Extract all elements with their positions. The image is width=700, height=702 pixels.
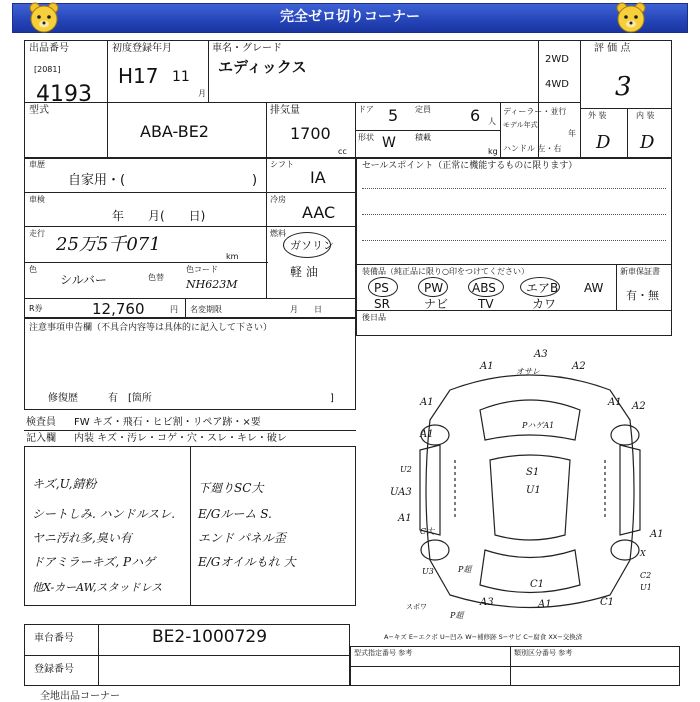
equip-item: PS [374,281,389,295]
damage-mark: UA3 [390,487,412,498]
title-change-label: 名変期限 [190,305,222,314]
color-code: NH623M [186,278,238,291]
note-right: エンド パネル歪 [198,531,286,545]
damage-mark: A1 [538,599,552,610]
equipment-label: 装備品（純正品に限り○印をつけてください） [362,267,529,276]
damage-mark: PハゲA1 [522,421,555,430]
damage-mark: スポワ [406,603,427,611]
recycle-label: R券 [29,304,43,313]
sales-point-label: セールスポイント（正常に機能するものに限ります） [362,161,578,171]
model-code: ABA-BE2 [140,122,209,141]
type-label: 型式 [29,105,49,116]
damage-mark: A1 [650,529,664,540]
chassis-label: 車台番号 [34,633,74,644]
color-value: シルバー [60,273,107,287]
model-year-label: モデル年式 [503,121,538,129]
year-unit: 年 [568,129,576,138]
damage-mark: S1 [526,467,540,478]
month-unit: 月 [198,89,206,98]
shift-value: IA [310,168,326,187]
repair-value: 有 [箇所 [108,393,152,404]
damage-mark: U1 [526,485,541,496]
equip-item: PW [424,281,444,295]
damage-mark: U1 [640,583,652,592]
entry-row: 内装 キズ・汚レ・コゲ・穴・スレ・キレ・破レ [74,433,287,444]
kg-unit: kg [488,147,498,156]
first-reg-month: 11 [172,69,190,85]
load-label: 積載 [415,133,431,142]
note-right: E/Gルーム S. [198,507,272,521]
displacement-label: 排気量 [270,105,300,116]
notes-label: 後日品 [362,313,386,322]
door-label: ドア [358,105,374,114]
handle-label: ハンドル 左・右 [503,144,562,153]
note-left: ヤニ汚れ多,臭い有 [32,531,132,545]
exterior-grade: D [596,132,611,153]
reg-no-label: 登録番号 [34,664,74,675]
damage-mark: P超 [450,611,464,620]
recycle-value: 12,760 [92,300,145,318]
damage-mark: A2 [632,401,646,412]
info-block [24,40,672,158]
shift-label: シフト [270,160,294,169]
mileage-value: 25万5千071 [56,234,161,255]
diagram-legend: A−キズ E−エクボ U−凹み W−補修跡 S−サビ C−腐食 XX−交換済 [384,633,583,641]
color-code-label: 色コード [186,265,218,274]
inspection-label: 車検 [29,195,45,204]
first-reg-label: 初度登録年月 [112,43,172,54]
color-no-label: 色替 [148,273,164,282]
ac-value: AAC [302,203,336,222]
damage-mark: X [640,549,646,558]
model-ref-label: 型式指定番号 参考 [354,649,413,657]
shape-label: 形状 [358,133,374,142]
cc-unit: cc [338,147,347,156]
equip-circle [368,277,398,297]
km-unit: km [226,252,239,261]
fuel-value: ガソリン [290,239,334,252]
damage-mark: C1 [530,579,545,590]
damage-mark: A2 [572,361,586,372]
equip-item: ナビ [424,297,449,311]
damage-mark: オサレ [516,367,540,376]
inspector-label: 検査員 [26,417,56,428]
bear-mascot-icon [26,0,62,36]
damage-mark: A3 [480,597,494,608]
damage-mark: A1 [420,397,434,408]
fuel-label: 燃料 [270,229,286,238]
exterior-label: 外 装 [588,111,607,120]
chassis-value: BE2-1000729 [152,627,268,647]
score-value: 3 [615,72,632,102]
damage-mark: U3 [422,567,434,576]
damage-mark: A1 [480,361,494,372]
lot-number: 4193 [36,82,92,107]
equip-item: TV [478,297,494,311]
repair-close: ] [330,393,334,404]
color-label: 色 [29,265,37,274]
car-name: エディックス [218,58,307,76]
lot-sub: [2081] [34,65,61,74]
capacity-label: 定員 [415,105,431,114]
note-right: E/Gオイルもれ 大 [198,555,296,569]
damage-mark: C2 [640,571,652,580]
equip-item: SR [374,297,390,311]
interior-grade: D [640,132,655,153]
damage-mark: A1 [608,397,622,408]
note-left: キズ,U,錆粉 [32,477,97,491]
entry-label: 記入欄 [26,433,56,444]
bear-mascot-icon [613,0,649,36]
ac-label: 冷房 [270,195,286,204]
equip-item: ABS [472,281,496,295]
yen-unit: 円 [170,305,178,314]
new-warranty-label: 新車保証書 [620,267,660,276]
notice-label: 注意事項申告欄（不具合内容等は具体的に記入して下さい） [29,323,273,333]
class-ref-label: 類別区分番号 参考 [514,649,573,657]
damage-mark: C大 [420,527,435,536]
history-label: 車歴 [29,160,45,169]
header-title: 完全ゼロ切りコーナー [280,9,420,25]
damage-mark: A3 [534,349,548,360]
damage-mark: C1 [600,597,615,608]
note-left: 他X-カーAW,スタッドレス [32,581,163,594]
score-label: 評 価 点 [594,43,631,54]
first-reg-year: H17 [118,64,159,88]
inspector-row: FW キズ・飛石・ヒビ割・リペア跡・×要 [74,417,261,428]
drive-2wd: 2WD [545,54,569,65]
damage-mark: A1 [398,513,412,524]
car-name-label: 車名・グレード [212,43,282,54]
damage-mark: U2 [400,465,412,474]
note-right: 下廻りSC大 [198,481,264,495]
history-close: ) [252,173,258,188]
equip-circle [468,277,504,297]
drive-4wd: 4WD [545,79,569,90]
equip-circle [520,277,560,297]
footer-text: 全地出品コーナー [40,691,120,702]
equip-item: カワ [532,297,557,311]
fuel-alt: 軽 油 [290,265,318,279]
dealer-label: ディーラー・並行 [503,107,567,116]
title-change-value: 月 日 [290,305,322,314]
person-unit: 人 [488,117,496,126]
damage-mark: P超 [458,565,472,574]
repair-label: 修復歴 [48,393,78,404]
interior-label: 内 装 [636,111,655,120]
warranty-value: 有・無 [626,289,659,302]
damage-mark: A1 [420,429,434,440]
equip-item: AW [584,281,604,295]
note-left: ドアミラーキズ, Pハゲ [32,555,156,569]
capacity-value: 6 [470,106,481,125]
equip-circle [418,277,448,297]
note-left: シートしみ. ハンドルスレ. [32,507,176,521]
lot-label: 出品番号 [29,43,69,54]
shape-value: W [382,135,396,151]
inspection-value: 年 月( 日) [112,209,206,223]
mileage-label: 走行 [29,229,45,238]
displacement-value: 1700 [290,124,331,143]
fuel-circle [283,232,331,258]
doors-value: 5 [388,106,399,125]
history-value: 自家用・( [68,173,126,188]
equip-item: エアB [526,281,559,295]
